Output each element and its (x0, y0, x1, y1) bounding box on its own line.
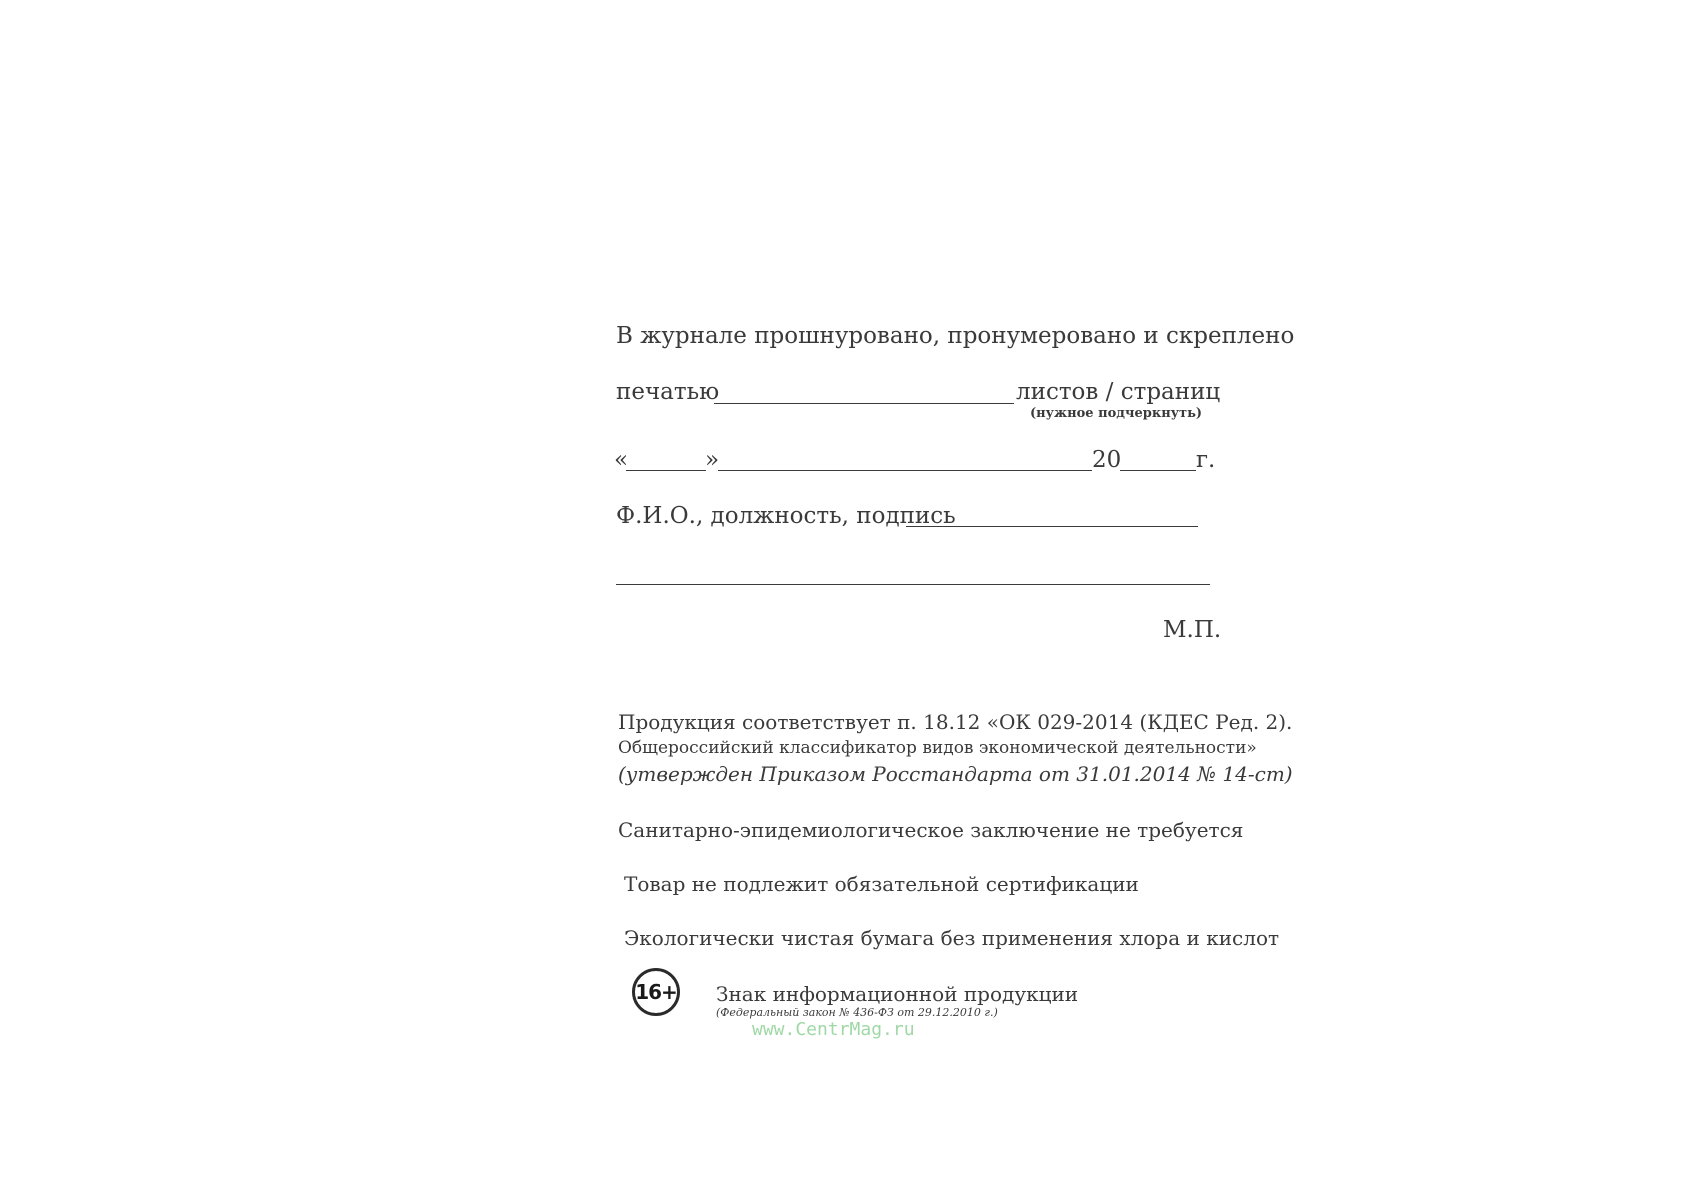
date-open-quote: « (614, 447, 629, 473)
date-year-suffix: г. (1196, 447, 1216, 473)
signature-continuation-field[interactable] (616, 584, 1210, 585)
site-watermark: www.CentrMag.ru (752, 1019, 915, 1040)
sanitary-text: Санитарно-эпидемиологическое заключение не требуется (618, 818, 1244, 842)
date-month-field[interactable] (718, 470, 1092, 471)
certification-text: Товар не подлежит обязательной сертификации (624, 872, 1139, 896)
age-rating-label: 16+ (635, 980, 677, 1004)
stamp-place-label: М.П. (1163, 617, 1222, 643)
date-year-field[interactable] (1120, 470, 1196, 471)
signature-field[interactable] (906, 526, 1198, 527)
date-day-field[interactable] (626, 470, 706, 471)
signature-label: Ф.И.О., должность, подпись (616, 503, 956, 529)
date-close-quote: » (705, 447, 720, 473)
journal-bound-text: В журнале прошнуровано, пронумеровано и скреплено (616, 323, 1295, 349)
sheets-count-field[interactable] (714, 403, 1014, 404)
conformity-text: Продукция соответствует п. 18.12 «ОК 029-2014 (КДЕС Ред. 2). (618, 710, 1293, 734)
sheets-pages-label: листов / страниц (1016, 379, 1221, 405)
age-rating-badge (632, 968, 680, 1016)
seal-label: печатью (616, 379, 720, 405)
federal-law-text: (Федеральный закон № 436-ФЗ от 29.12.2010 г.) (716, 1006, 998, 1019)
approval-text: (утвержден Приказом Росстандарта от 31.01.2014 № 14-ст) (618, 762, 1293, 786)
classifier-text: Общероссийский классификатор видов экономической деятельности» (618, 738, 1257, 758)
info-product-sign-text: Знак информационной продукции (716, 982, 1079, 1006)
date-year-prefix: 20 (1092, 447, 1122, 473)
ecology-text: Экологически чистая бумага без применения хлора и кислот (624, 926, 1280, 950)
underline-needed-note: (нужное подчеркнуть) (1030, 406, 1203, 421)
